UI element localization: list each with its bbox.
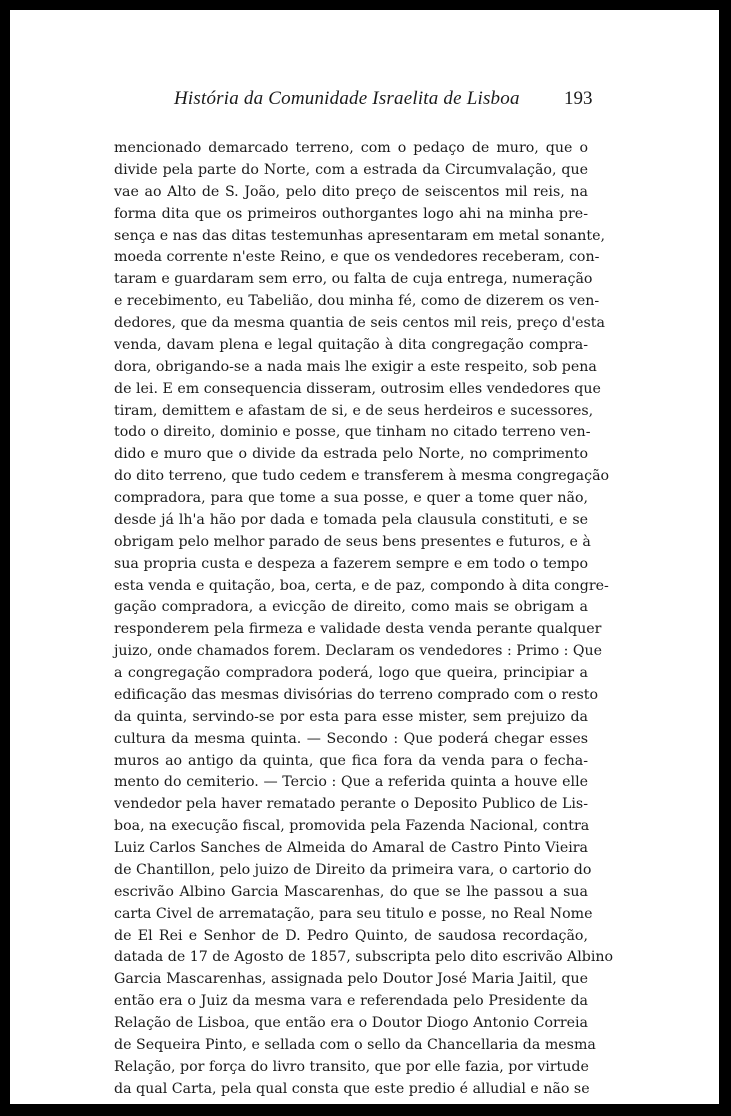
text-line: responderem pela firmeza e validade desta venda perante qualquer <box>114 621 602 638</box>
text-line: obrigam pelo melhor parado de seus bens presentes e futuros, e à <box>114 533 591 550</box>
text-line: da qual Carta, pela qual consta que este predio é alludial e não se <box>114 1080 590 1097</box>
text-line: taram e guardaram sem erro, ou falta de cuja entrega, numeração <box>114 271 593 288</box>
text-line: sua propria custa e despeza a fazerem sempre e em todo o tempo <box>114 555 588 572</box>
text-line: escrivão Albino Garcia Mascarenhas, do que se lhe passou a sua <box>114 883 588 900</box>
text-line: vendedor pela haver rematado perante o Deposito Publico de Lis- <box>114 796 588 813</box>
text-line: tiram, demittem e afastam de si, e de seus herdeiros e sucessores, <box>114 402 594 419</box>
text-line: então era o Juiz da mesma vara e referendada pelo Presidente da <box>114 993 588 1010</box>
text-line: do dito terreno, que tudo cedem e transferem à mesma congregação <box>114 468 610 485</box>
text-line: de lei. E em consequencia disseram, outrosim elles vendedores que <box>114 380 601 397</box>
text-line: todo o direito, dominio e posse, que tinham no citado terreno ven- <box>114 424 591 441</box>
text-line: datada de 17 de Agosto de 1857, subscripta pelo dito escrivão Albino <box>114 949 614 966</box>
text-line: divide pela parte do Norte, com a estrada da Circumvalação, que <box>114 161 588 178</box>
book-page <box>10 10 719 1104</box>
text-line: Luiz Carlos Sanches de Almeida do Amaral de Castro Pinto Vieira <box>114 840 588 856</box>
text-line: a congregação compradora poderá, logo que queira, principiar a <box>114 665 588 681</box>
text-line: boa, na execução fiscal, promovida pela Fazenda Nacional, contra <box>114 818 590 835</box>
text-line: cultura da mesma quinta. — Secondo : Que poderá chegar esses <box>114 730 588 747</box>
text-line: venda, davam plena e legal quitação à dita congregação compra- <box>114 336 588 353</box>
text-line: dido e muro que o divide da estrada pelo Norte, no comprimento <box>114 446 588 463</box>
text-line: mento do cemiterio. — Tercio : Que a referida quinta a houve elle <box>114 774 588 791</box>
text-line: de Sequeira Pinto, e sellada com o sello da Chancellaria da mesma <box>114 1036 596 1053</box>
text-line: compradora, para que tome a sua posse, e quer a tome quer não, <box>114 490 588 506</box>
text-line: carta Civel de arrematação, para seu titulo e posse, no Real Nome <box>114 905 593 922</box>
text-line: forma dita que os primeiros outhorgantes logo ahi na minha pre- <box>114 205 588 222</box>
text-line: Relação, por força do livro transito, que por elle fazia, por virtude <box>114 1058 589 1075</box>
text-line: Relação de Lisboa, que então era o Doutor Diogo Antonio Correia <box>114 1015 588 1031</box>
text-line: de El Rei e Senhor de D. Pedro Quinto, de saudosa recordação, <box>114 927 588 944</box>
text-line: vae ao Alto de S. João, pelo dito preço de seiscentos mil reis, na <box>114 183 588 200</box>
text-line: dedores, que da mesma quantia de seis centos mil reis, preço d'esta <box>114 315 605 331</box>
text-line: de Chantillon, pelo juizo de Direito da primeira vara, o cartorio do <box>114 861 592 878</box>
text-line: e recebimento, eu Tabelião, dou minha fé, como de dizerem os ven- <box>114 293 600 310</box>
text-line: gação compradora, a evicção de direito, como mais se obrigam a <box>114 599 588 616</box>
text-line: Garcia Mascarenhas, assignada pelo Doutor José Maria Jaitil, que <box>114 971 588 988</box>
text-line: dora, obrigando-se a nada mais lhe exigir a este respeito, sob pena <box>114 358 597 375</box>
page-number: 193 <box>564 88 593 109</box>
text-line: sença e nas das ditas testemunhas apresentaram em metal sonante, <box>114 227 605 244</box>
text-line: juizo, onde chamados forem. Declaram os vendedores : Primo : Que <box>114 643 603 660</box>
text-line: moeda corrente n'este Reino, e que os vendedores receberam, con- <box>114 249 600 266</box>
text-line: desde já lh'a hão por dada e tomada pela clausula constituti, e se <box>114 511 588 528</box>
body-text <box>114 138 614 1101</box>
text-line: edificação das mesmas divisórias do terreno comprado com o resto <box>114 686 599 703</box>
text-line: muros ao antigo da quinta, que fica fora da venda para o fecha- <box>114 752 588 769</box>
text-line: esta venda e quitação, boa, certa, e de paz, compondo à dita congre- <box>114 577 609 594</box>
page-header <box>10 88 719 118</box>
text-line: da quinta, servindo-se por esta para esse mister, sem prejuizo da <box>114 708 588 725</box>
text-line: mencionado demarcado terreno, com o pedaço de muro, que o <box>114 140 588 156</box>
running-title: História da Comunidade Israelita de Lisboa <box>174 88 520 109</box>
